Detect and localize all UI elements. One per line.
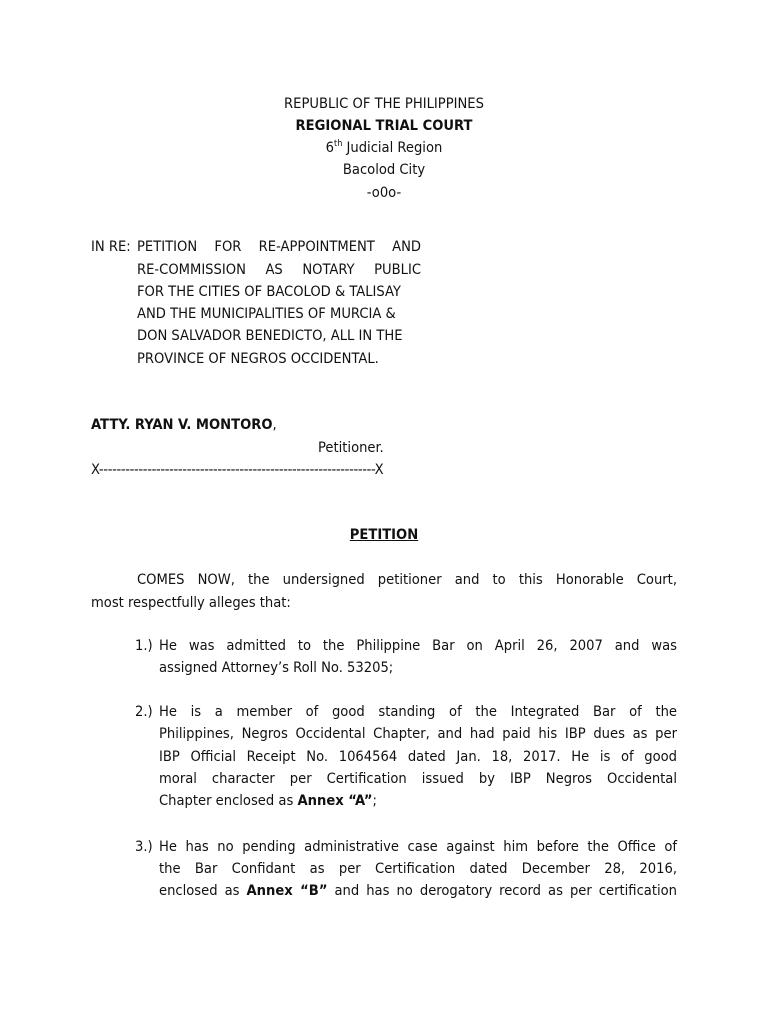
caption-line-5: DON SALVADOR BENEDICTO, ALL IN THE: [137, 327, 403, 344]
item-3-line-1: He has no pending administrative case against him before the Office of: [159, 838, 677, 855]
header-region: [0, 139, 768, 157]
item-2-line-1: He is a member of good standing of the Integrated Bar of the: [159, 703, 677, 720]
annex-a-ref: Annex “A”: [297, 792, 373, 809]
caption-line-6: PROVINCE OF NEGROS OCCIDENTAL.: [137, 350, 379, 367]
item-3-number: 3.): [135, 838, 153, 855]
caption-line-3: FOR THE CITIES OF BACOLOD & TALISAY: [137, 283, 401, 300]
item-1-line-1: He was admitted to the Philippine Bar on April 26, 2007 and was: [159, 637, 677, 654]
petition-title: PETITION: [349, 526, 419, 543]
region-number: 6: [325, 139, 335, 156]
item-2-number: 2.): [135, 703, 153, 720]
caption-line-4: AND THE MUNICIPALITIES OF MURCIA &: [137, 305, 396, 322]
header-city: Bacolod City: [342, 161, 426, 178]
item-3-line-2: the Bar Confidant as per Certification dated December 28, 2016,: [159, 860, 677, 877]
intro-line-2: most respectfully alleges that:: [91, 594, 291, 611]
caption-line-1: PETITION FOR RE-APPOINTMENT AND: [137, 238, 421, 255]
petitioner-comma: ,: [272, 416, 277, 433]
item-1-line-2: assigned Attorney’s Roll No. 53205;: [159, 659, 394, 676]
annex-b-ref: Annex “B”: [246, 882, 328, 899]
item-2-line-4: moral character per Certification issued by IBP Negros Occidental: [159, 770, 677, 787]
petitioner-name: ATTY. RYAN V. MONTORO: [91, 416, 273, 433]
item-2-line-5: Chapter enclosed as Annex “A”;: [159, 792, 377, 809]
header-court: REGIONAL TRIAL COURT: [295, 117, 473, 134]
item-2-line-2: Philippines, Negros Occidental Chapter, and had paid his IBP dues as per: [159, 725, 677, 742]
item-2-line-3: IBP Official Receipt No. 1064564 dated Jan. 18, 2017. He is of good: [159, 748, 677, 765]
caption-prefix: IN RE:: [91, 238, 131, 255]
header-separator: -o0o-: [366, 184, 402, 201]
petitioner-role: Petitioner.: [318, 439, 384, 456]
region-suffix: th: [334, 139, 343, 150]
caption-line-2: RE-COMMISSION AS NOTARY PUBLIC: [137, 261, 421, 278]
caption-divider: X---------------------------------------------------------------X: [91, 461, 384, 478]
item-1-number: 1.): [135, 637, 153, 654]
petitioner-name-line: [91, 416, 277, 434]
intro-line-1: COMES NOW, the undersigned petitioner and to this Honorable Court,: [137, 571, 677, 588]
region-label: Judicial Region: [342, 139, 443, 156]
item-3-line-3: enclosed as Annex “B” and has no derogatory record as per certification: [159, 882, 677, 899]
header-republic: REPUBLIC OF THE PHILIPPINES: [284, 95, 484, 112]
